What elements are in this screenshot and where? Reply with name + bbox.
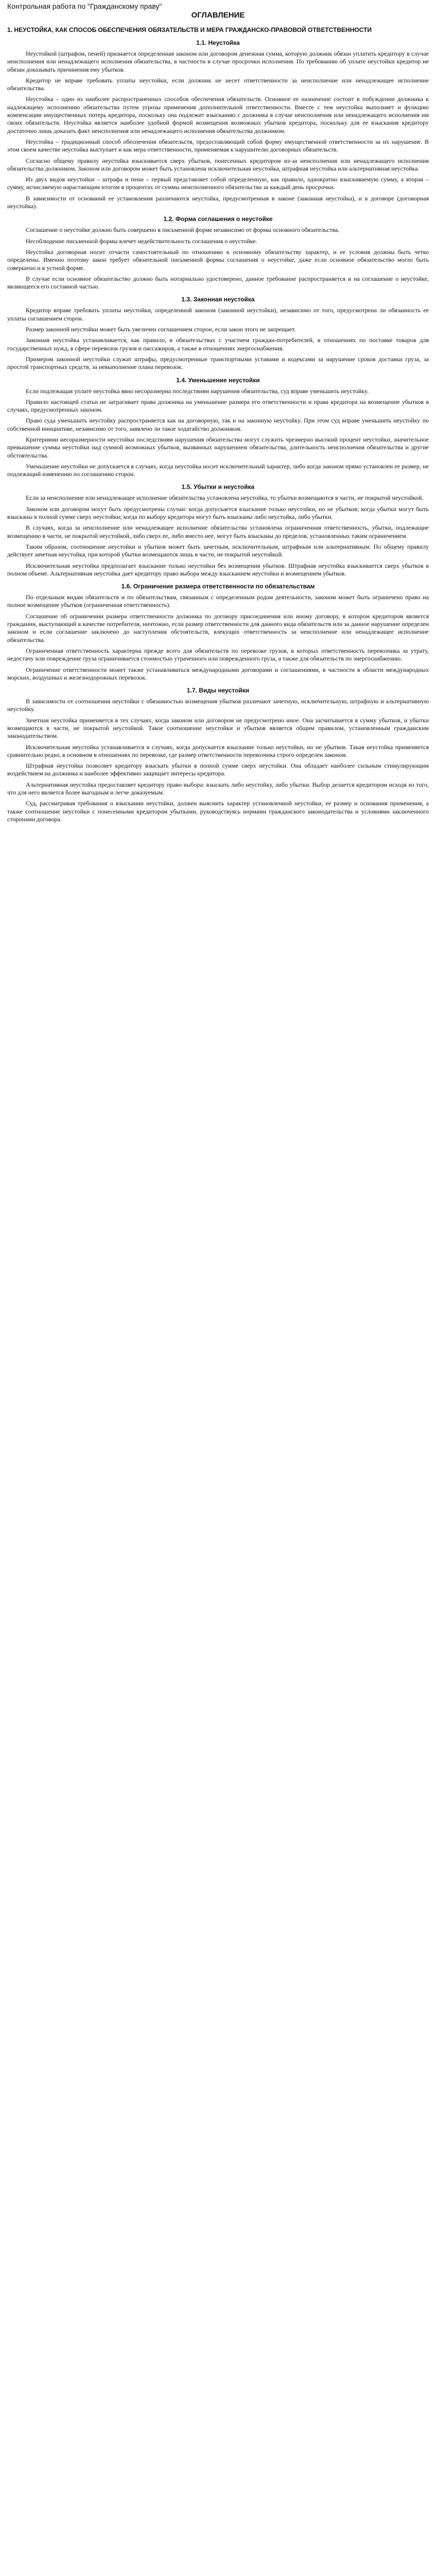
paragraph: Критериями несоразмерности неустойки последствиям нарушения обязательства могут служить чрезмерно высокий процент неустойки, значительное превышение суммы неустойки над суммой возможных убытков, вызванных нарушением обязательства, длительность неисполнения обязательства и другие обстоятельства. xyxy=(7,435,429,459)
paragraph: Кредитор вправе требовать уплаты неустойки, определенной законом (законной неустойки), независимо от того, предусмотрена ли обязанность ее уплаты соглашением сторон. xyxy=(7,307,429,322)
document-body xyxy=(7,26,429,823)
paragraph: В случае если основное обязательство должно быть нотариально удостоверено, данное требование распространяется и на соглашение о неустойке, являющееся его составной частью. xyxy=(7,275,429,291)
section-title: 1.7. Виды неустойки xyxy=(186,687,250,694)
section-block xyxy=(7,687,429,823)
paragraph: Неустойкой (штрафом, пеней) признается определенная законом или договором денежная сумма, которую должник обязан уплатить кредитору в случае неисполнения или ненадлежащего исполнения обязательства, в частности в случае просрочки исполнения. По требованию об уплате неустойки кредитор не обязан доказывать причинения ему убытков. xyxy=(7,50,429,73)
section-block xyxy=(7,215,429,291)
paragraph: Если подлежащая уплате неустойка явно несоразмерна последствиям нарушения обязательства, суд вправе уменьшить неустойку. xyxy=(26,387,369,395)
paragraph: В зависимости от соотношения неустойки с обязанностью возмещения убытков различают зачетную, исключительную, штрафную и альтернативную неустойку. xyxy=(7,698,429,713)
paragraph: Исключительная неустойка предполагает взыскание только неустойки без возмещения убытков. Штрафная неустойка взыскивается сверх убытков в полном объеме. Альтернативная неустойка дает кредитору право выбора между взысканием неустойки и возмещением убытков. xyxy=(7,562,429,577)
paragraph: Размер законной неустойки может быть увеличен соглашением сторон, если закон этого не запрещает. xyxy=(26,326,296,333)
paragraph: В случаях, когда за неисполнение или ненадлежащее исполнение обязательства установлена ограниченная ответственность, убытки, подлежащие возмещению в части, не покрытой неустойкой, либо сверх ее, либо вместо нее, могут быть взысканы до пределов, установленных таким ограничением. xyxy=(7,524,429,539)
paragraph: Штрафная неустойка позволяет кредитору взыскать убытки в полной сумме сверх неустойки. Она обладает наиболее сильным стимулирующим воздействием на должника и наиболее эффективно защищает интересы кредитора. xyxy=(7,762,429,777)
paragraph: Таким образом, соотношение неустойки и убытков может быть зачетным, исключительным, штрафным или альтернативным. По общему правилу действует зачетная неустойка, при которой убытки возмещаются лишь в части, не покрытой неустойкой. xyxy=(7,543,429,558)
section-title: 1.4. Уменьшение неустойки xyxy=(176,376,260,384)
section-block xyxy=(7,377,429,479)
paragraph: Альтернативная неустойка предоставляет кредитору право выбора: взыскать либо неустойку, либо убытки. Выбор делается кредитором исходя из того, что для него является более выгодным и легче доказуемым. xyxy=(7,781,429,796)
paragraph: Ограничение ответственности может также устанавливаться международными договорами и соглашениями, в частности в области международных морских, воздушных и железнодорожных перевозок. xyxy=(7,666,429,681)
paragraph: Несоблюдение письменной формы влечет недействительность соглашения о неустойке. xyxy=(26,237,257,245)
paragraph: Уменьшение неустойки не допускается в случаях, когда неустойка носит исключительный характер, либо когда законом прямо установлен ее размер, не подлежащий изменению по соглашению сторон. xyxy=(7,462,429,478)
paragraph: Неустойка – традиционный способ обеспечения обязательств, предоставляющий собой форму имущественной ответственности за их нарушение. В этом своем качестве неустойка выступает и как мера ответственности, применяемая к нарушителю договорных обязательств. xyxy=(7,138,429,154)
paragraph: Законная неустойка устанавливается, как правило, в обязательствах с участием граждан-потребителей, в отношениях по поставке товаров для государственных нужд, в сфере перевозок грузов и пассажиров, а также в отношениях энергоснабжения. xyxy=(7,336,429,352)
paragraph: Законом или договором могут быть предусмотрены случаи: когда допускается взыскание только неустойки, но не убытков; когда убытки могут быть взысканы в полной сумме сверх неустойки; когда по выбору кредитора могут быть взысканы либо неустойка, либо убытки. xyxy=(7,505,429,521)
document-page xyxy=(0,0,436,835)
section-title: 1.3. Законная неустойка xyxy=(181,296,255,303)
section-title: 1.5. Убытки и неустойка xyxy=(181,483,255,491)
paragraph: В зависимости от оснований ее установления различаются неустойка, предусмотренная в законе (законная неустойка), и в договоре (договорная неустойка). xyxy=(7,194,429,210)
section-title: 1.6. Ограничение размера ответственности по обязательствам xyxy=(121,583,315,590)
paragraph: Согласно общему правилу неустойка взыскивается сверх убытков, понесенных кредитором из-за неисполнения или ненадлежащего исполнения обязательства должником. Законом или договором может быть установлена исключительная неустойка, штрафная неустойка или альтернативная неустойка. xyxy=(7,157,429,172)
section-block xyxy=(7,296,429,371)
paragraph: Из двух видов неустойки – штрафа и пени – первый представляет собой определенную, как правило, однократно взыскиваемую сумму, а вторая – сумму, исчисляемую нарастающим итогом в процентах от суммы неисполненного обязательства за каждый день просрочки. xyxy=(7,176,429,191)
paragraph: Ограниченная ответственность характерна прежде всего для обязательств по перевозке грузов, в которых ответственность перевозчика за утрату, недостачу или повреждение груза ограничивается стоимостью утраченного или поврежденного груза, а также для обязательств по энергоснабжению. xyxy=(7,647,429,663)
paragraph: Неустойка договорная носит отчасти самостоятельный по отношению к основному обязательству характер, и ее условия должны быть четко определены. Именно поэтому закон требует обязательной письменной формы соглашения о неустойке, даже если основное обязательство могло быть совершено и в устной форме. xyxy=(7,248,429,272)
document-title: Контрольная работа по "Гражданскому праву" xyxy=(7,2,162,10)
paragraph: Примером законной неустойки служат штрафы, предусмотренные транспортными уставами и кодексами за нарушение сроков доставки груза, за простой транспортных средств, за невыполнение плана перевозок. xyxy=(7,355,429,371)
paragraph: Кредитор не вправе требовать уплаты неустойки, если должник не несет ответственности за неисполнение или ненадлежащее исполнение обязательства. xyxy=(7,76,429,92)
paragraph: Неустойка – один из наиболее распространенных способов обеспечения обязательств. Основное ее назначение состоит в побуждении должника к надлежащему исполнению обязательства путем угрозы применения дополнительной ответственности. Вместе с тем неустойка выполняет и функцию компенсации имущественных потерь кредитора, поскольку она подлежит взысканию с должника в случае неисполнения или ненадлежащего исполнения им своих обязательств. Неустойка является наиболее удобной формой возмещения возможных убытков кредитора, поскольку для ее взыскания кредитору достаточно лишь доказать факт неисполнения или ненадлежащего исполнения обязательства должником. xyxy=(7,95,429,134)
section-block xyxy=(7,39,429,210)
section-title: 1.1. Неустойка xyxy=(196,39,240,46)
paragraph: Суд, рассматривая требования о взыскании неустойки, должен выяснить характер установленной неустойки, ее размер и основания применения, а также соотношение неустойки с понесенными кредитором убытками, руководствуясь нормами гражданского законодательства и условиями заключенного сторонами договора. xyxy=(7,800,429,823)
section-block xyxy=(7,583,429,682)
paragraph: По отдельным видам обязательств и по обязательствам, связанным с определенным родом деятельности, законом может быть ограничено право на полное возмещение убытков (ограниченная ответственность). xyxy=(7,594,429,609)
paragraph: Если за неисполнение или ненадлежащее исполнение обязательства установлена неустойка, то убытки возмещаются в части, не покрытой неустойкой. xyxy=(26,494,424,502)
paragraph: Правило настоящей статьи не затрагивает права должника на уменьшение размера его ответственности и права кредитора на возмещение убытков в случаях, предусмотренных законом. xyxy=(7,398,429,414)
paragraph: Соглашение о неустойке должно быть совершено в письменной форме независимо от формы основного обязательства. xyxy=(26,226,340,234)
paragraph: Исключительная неустойка устанавливается в случаях, когда допускается взыскание только неустойки, но не убытков. Такая неустойка применяется сравнительно редко, в основном в отношениях по перевозке, где размер ответственности перевозчика строго определен законом. xyxy=(7,743,429,758)
paragraph: Соглашение об ограничении размера ответственности должника по договору присоединения или иному договору, в котором кредитором является гражданин, выступающий в качестве потребителя, ничтожно, если размер ответственности для данного вида обязательств или за данное нарушение определен законом и если соглашение заключено до наступления обстоятельств, влекущих ответственность за неисполнение или ненадлежащее исполнение обязательства. xyxy=(7,612,429,643)
section-block xyxy=(7,483,429,578)
chapter-title: 1. НЕУСТОЙКА, КАК СПОСОБ ОБЕСПЕЧЕНИЯ ОБЯЗАТЕЛЬСТВ И МЕРА ГРАЖДАНСКО-ПРАВОВОЙ ОТВЕТСТВЕННОСТИ xyxy=(7,26,372,33)
table-of-contents-heading: ОГЛАВЛЕНИЕ xyxy=(191,11,245,20)
section-title: 1.2. Форма соглашения о неустойке xyxy=(163,215,273,223)
paragraph: Право суда уменьшить неустойку распространяется как на договорную, так и на законную неустойку. При этом суд вправе уменьшить неустойку по собственной инициативе, независимо от того, заявлено ли такое ходатайство должником. xyxy=(7,417,429,432)
paragraph: Зачетная неустойка применяется в тех случаях, когда законом или договором не предусмотрено иное. Она засчитывается в сумму убытков, и убытки возмещаются в части, не покрытой неустойкой. Такое соотношение неустойки и убытков является общим правилом, установленным гражданским законодательством. xyxy=(7,716,429,740)
